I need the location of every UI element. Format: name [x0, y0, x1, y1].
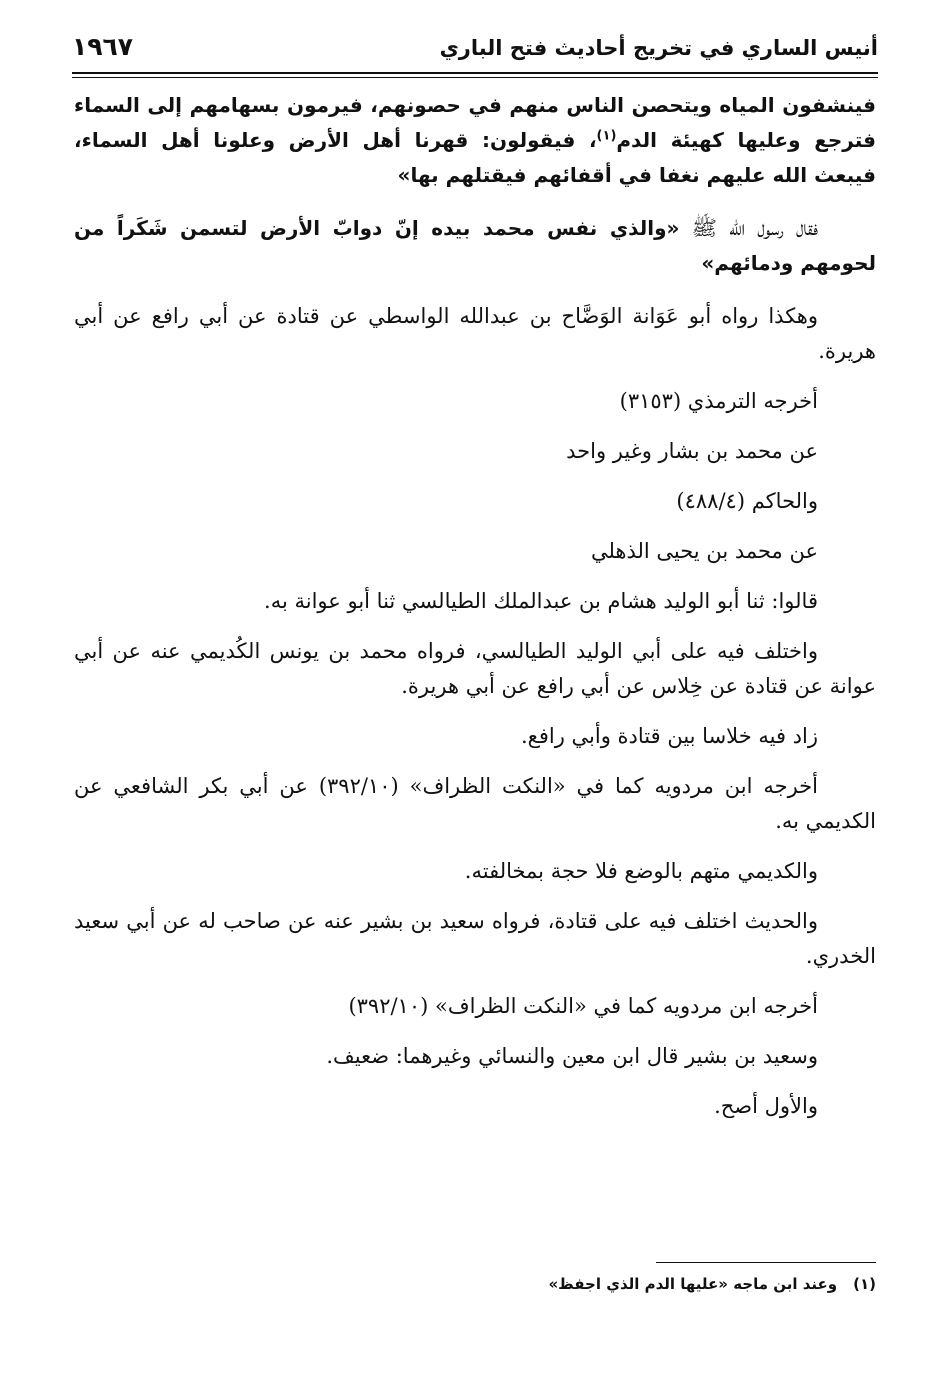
paragraph-kudaymi: والكديمي متهم بالوضع فلا حجة بمخالفته.: [464, 859, 818, 883]
footnote-marker: (١): [853, 1275, 876, 1293]
hadith-text-part2: ، فيقولون: قهرنا أهل الأرض وعلونا أهل السماء، فيبعث الله عليهم نغفا في أقفائهم فيقتلهم بها»: [74, 128, 876, 187]
paragraph-ikhtilaf-qatada: والحديث اختلف فيه على قتادة، فرواه سعيد بن بشير عنه عن صاحب له عن أبي سعيد الخدري.: [74, 909, 876, 968]
page-header: [72, 30, 878, 74]
header-rule-thin: [72, 77, 878, 78]
paragraph-narration-chain: وهكذا رواه أبو عَوَانة الوَضَّاح بن عبدالله الواسطي عن قتادة عن أبي رافع عن أبي هريرة.: [74, 304, 876, 363]
main-text: [74, 88, 876, 1124]
paragraph-prophet-saying: [74, 211, 876, 281]
header-rule: [72, 72, 878, 74]
paragraph-bashar: عن محمد بن بشار وغير واحد: [566, 439, 818, 463]
footnote: [76, 1275, 876, 1293]
hadith-text-part1: فينشفون المياه ويتحصن الناس منهم في حصونهم، فيرمون بسهامهم إلى السماء فترجع وعليها كهيئة الدم: [74, 93, 877, 152]
footnote-separator: [656, 1262, 876, 1263]
paragraph-hadith-text: [74, 88, 876, 193]
paragraph-hakim: والحاكم (٤٨٨/٤): [676, 489, 818, 513]
paragraph-dhuhli: عن محمد بن يحيى الذهلي: [590, 539, 818, 563]
paragraph-conclusion: والأول أصح.: [714, 1094, 818, 1118]
paragraph-said-bashir: وسعيد بن بشير قال ابن معين والنسائي وغيرهما: ضعيف.: [326, 1044, 818, 1068]
paragraph-zad-khilas: زاد فيه خلاسا بين قتادة وأبي رافع.: [520, 724, 818, 748]
footnote-reference: (١): [596, 128, 617, 144]
paragraph-ibn-marduyah-2: أخرجه ابن مردويه كما في «النكت الظراف» (٣٩٢/١٠): [348, 994, 818, 1018]
paragraph-ikhtilaf-tayalisi: واختلف فيه على أبي الوليد الطيالسي، فرواه محمد بن يونس الكُديمي عنه عن أبي عوانة عن قتادة عن خِلاس عن أبي رافع عن أبي هريرة.: [74, 639, 876, 698]
book-title: أنيس الساري في تخريج أحاديث فتح الباري: [439, 36, 878, 60]
paragraph-qalu: قالوا: ثنا أبو الوليد هشام بن عبدالملك الطيالسي ثنا أبو عوانة به.: [264, 589, 818, 613]
footnote-text: وعند ابن ماجه «عليها الدم الذي اجفظ»: [548, 1275, 838, 1293]
page-number: ١٩٦٧: [72, 32, 134, 61]
paragraph-ibn-marduyah-1: أخرجه ابن مردويه كما في «النكت الظراف» (٣٩٢/١٠) عن أبي بكر الشافعي عن الكديمي به.: [74, 774, 876, 833]
paragraph-tirmidhi: أخرجه الترمذي (٣١٥٣): [619, 389, 818, 413]
saying-intro: فقال رسول الله ﷺ: [679, 216, 818, 240]
saying-quote: «والذي نفس محمد بيده إنّ دوابّ الأرض لتسمن شَكَراً من لحومهم ودمائهم»: [74, 216, 876, 275]
